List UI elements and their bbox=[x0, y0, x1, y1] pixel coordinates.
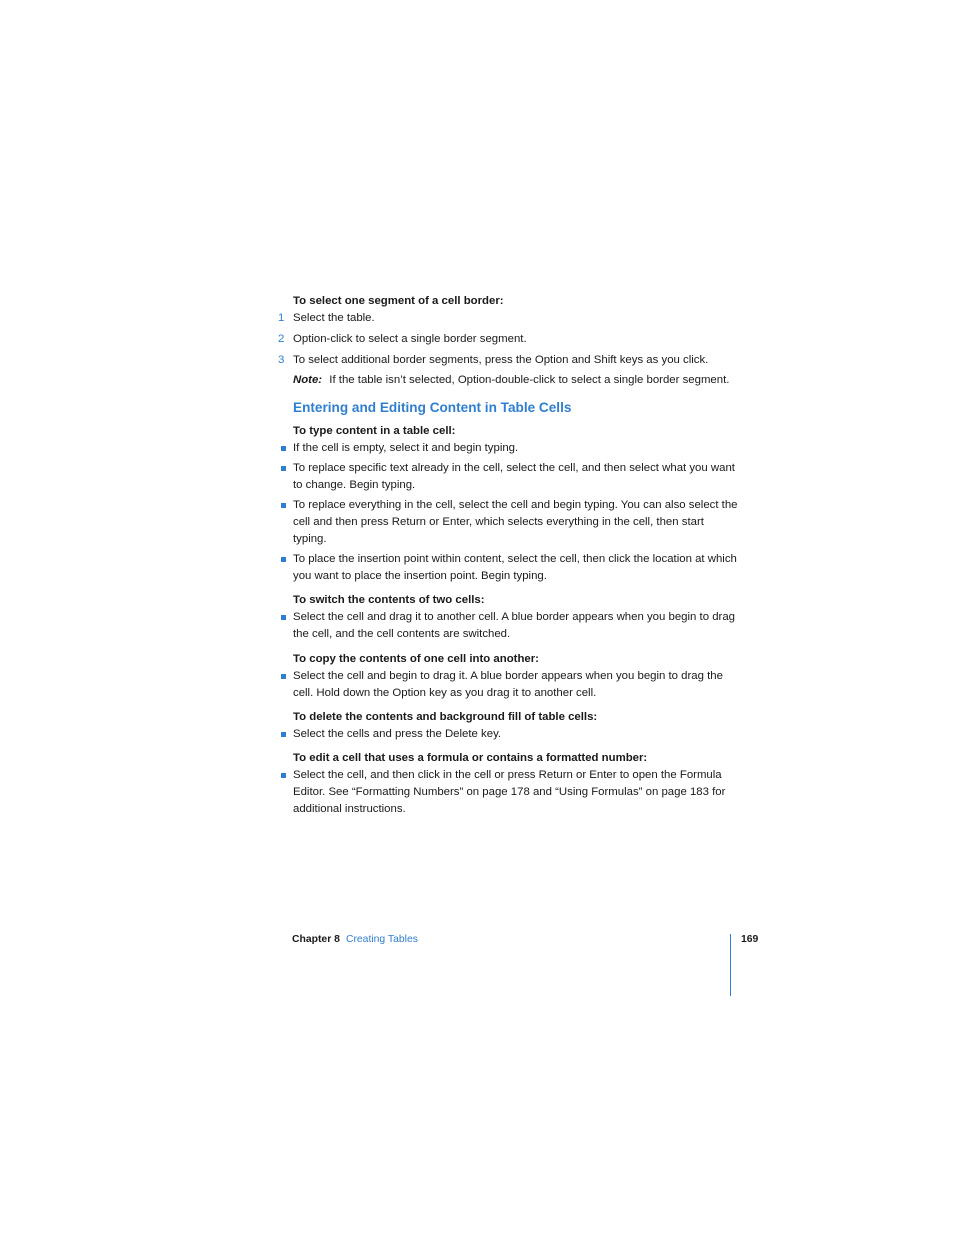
footer-divider bbox=[730, 934, 731, 996]
step-item bbox=[278, 310, 738, 327]
bullet-item bbox=[293, 440, 738, 457]
task-title: To copy the contents of one cell into another: bbox=[293, 653, 539, 665]
bullet-text: Select the cell and begin to drag it. A blue border appears when you begin to drag the cell. Hold down the Option key as you drag it to another cell. bbox=[293, 670, 723, 699]
note bbox=[293, 372, 738, 389]
task-title: To switch the contents of two cells: bbox=[293, 594, 485, 606]
footer-chapter bbox=[292, 933, 418, 947]
task-title: To edit a cell that uses a formula or contains a formatted number: bbox=[293, 752, 648, 764]
task-title: To type content in a table cell: bbox=[293, 425, 456, 437]
page-content bbox=[278, 293, 738, 818]
note-label: Note: bbox=[293, 374, 323, 386]
bullet-icon bbox=[281, 446, 286, 451]
chapter-label: Chapter 8 bbox=[292, 934, 340, 945]
note-text: If the table isn’t selected, Option-double-click to select a single border segment. bbox=[329, 374, 730, 386]
bullet-icon bbox=[281, 503, 286, 508]
step-item bbox=[278, 331, 738, 348]
bullet-text: Select the cells and press the Delete key. bbox=[293, 728, 502, 740]
step-text: Select the table. bbox=[293, 312, 375, 324]
page-number: 169 bbox=[741, 934, 759, 945]
bullet-icon bbox=[281, 557, 286, 562]
step-number: 1 bbox=[278, 312, 285, 324]
bullet-item bbox=[293, 551, 738, 585]
task-title: To delete the contents and background fill of table cells: bbox=[293, 711, 598, 723]
task-title: To select one segment of a cell border: bbox=[293, 295, 504, 307]
bullet-text: Select the cell, and then click in the cell or press Return or Enter to open the Formula Editor. See “Formatting Numbers” on page 178 and “Using Formulas” on page 183 for additional instructions. bbox=[293, 769, 726, 815]
bullet-item bbox=[293, 609, 738, 643]
step-number: 3 bbox=[278, 354, 285, 366]
bullet-text: To replace everything in the cell, select the cell and begin typing. You can also select the cell and then press Return or Enter, which selects everything in the cell, then start typing. bbox=[293, 499, 738, 545]
bullet-item bbox=[293, 726, 738, 743]
bullet-text: Select the cell and drag it to another cell. A blue border appears when you begin to drag the cell, and the cell contents are switched. bbox=[293, 611, 735, 640]
bullet-icon bbox=[281, 732, 286, 737]
bullet-icon bbox=[281, 674, 286, 679]
step-item bbox=[278, 352, 738, 369]
bullet-item bbox=[293, 460, 738, 494]
bullet-text: To place the insertion point within content, select the cell, then click the location at which you want to place the insertion point. Begin typing. bbox=[293, 553, 737, 582]
bullet-item bbox=[293, 767, 738, 818]
bullet-item bbox=[293, 497, 738, 548]
step-text: To select additional border segments, press the Option and Shift keys as you click. bbox=[293, 354, 709, 366]
bullet-text: To replace specific text already in the cell, select the cell, and then select what you want to change. Begin typing. bbox=[293, 462, 735, 491]
bullet-icon bbox=[281, 773, 286, 778]
bullet-icon bbox=[281, 466, 286, 471]
chapter-title: Creating Tables bbox=[345, 934, 418, 945]
bullet-icon bbox=[281, 615, 286, 620]
section-heading: Entering and Editing Content in Table Cells bbox=[293, 400, 572, 415]
bullet-item bbox=[293, 668, 738, 702]
step-number: 2 bbox=[278, 333, 285, 345]
bullet-text: If the cell is empty, select it and begin typing. bbox=[293, 442, 519, 454]
step-text: Option-click to select a single border segment. bbox=[293, 333, 527, 345]
